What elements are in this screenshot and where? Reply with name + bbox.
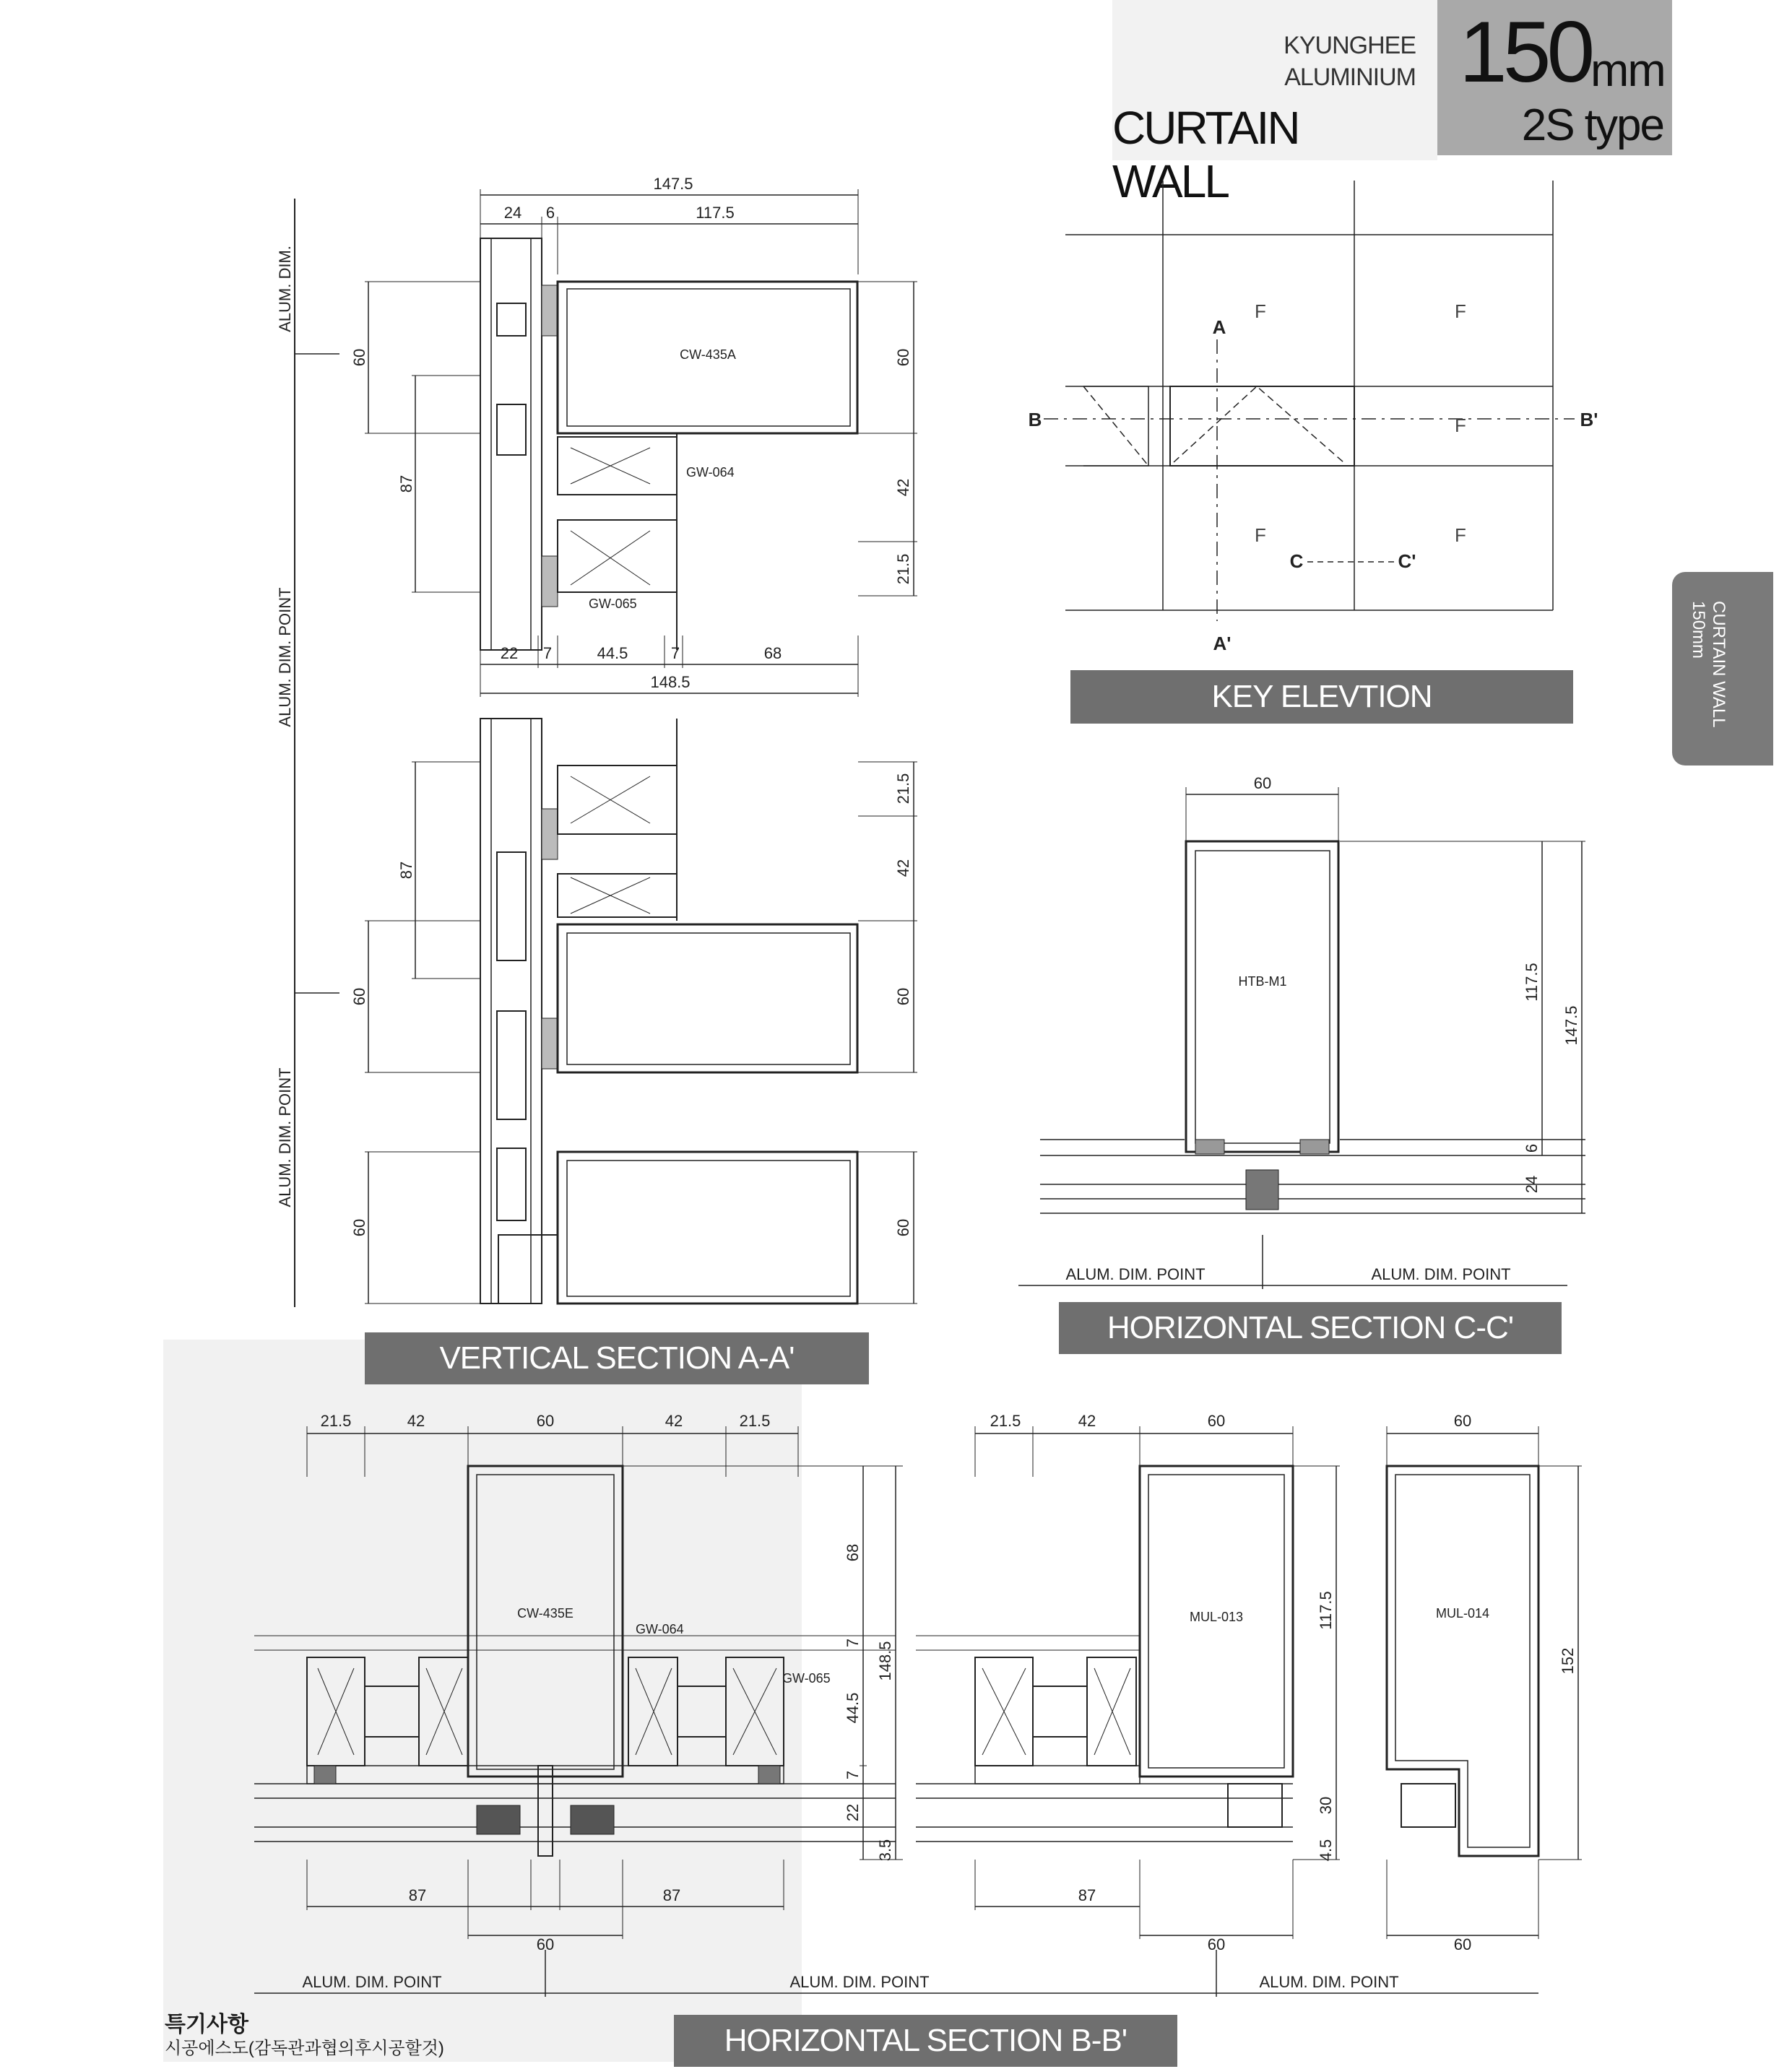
banner-horizontal-cc: HORIZONTAL SECTION C-C' xyxy=(1059,1302,1562,1354)
bb-l-dim-60: 60 xyxy=(536,1412,555,1430)
va-dim-low-87: 87 xyxy=(397,861,415,880)
va-dim-68: 68 xyxy=(763,644,782,662)
cc-dim-147-5: 147.5 xyxy=(1562,1005,1580,1046)
horizontal-section-c-c xyxy=(1018,774,1585,1289)
ke-mark-c-prime: C' xyxy=(1398,550,1416,572)
bb-m-dim-60: 60 xyxy=(1207,1412,1226,1430)
bb-m-dim-42: 42 xyxy=(1078,1412,1096,1430)
ke-mark-b-prime: B' xyxy=(1580,409,1598,430)
bb-axis-1: ALUM. DIM. POINT xyxy=(302,1973,442,1991)
cc-profile-htb-m1: HTB-M1 xyxy=(1238,974,1287,989)
bb-l-dim-42b: 42 xyxy=(665,1412,683,1430)
va-dim-22: 22 xyxy=(500,644,519,662)
brand-line-1: KYUNGHEE xyxy=(1284,32,1416,59)
va-dim-148-5: 148.5 xyxy=(650,673,691,691)
cc-axis-left: ALUM. DIM. POINT xyxy=(1065,1265,1206,1283)
va-dim-7a: 7 xyxy=(542,644,553,662)
ke-panel-f4: F xyxy=(1255,524,1266,546)
va-axis-label-1: ALUM. DIM. xyxy=(276,246,294,332)
bb-l-dim-87a: 87 xyxy=(408,1886,427,1904)
banner-key-elevation: KEY ELEVTION xyxy=(1070,670,1573,724)
va-dim-low-60b: 60 xyxy=(350,1218,368,1237)
va-dim-44-5: 44.5 xyxy=(597,644,628,662)
side-tab-line2: 150mm xyxy=(1689,601,1708,659)
key-elevation xyxy=(1029,181,1598,654)
ke-mark-a-prime: A' xyxy=(1213,633,1232,654)
banner-horizontal-bb: HORIZONTAL SECTION B-B' xyxy=(674,2015,1177,2067)
va-dim-low-r-21-5: 21.5 xyxy=(894,773,912,804)
bb-l-dim-3-5: 3.5 xyxy=(876,1839,894,1862)
va-dim-low-r-42: 42 xyxy=(894,859,912,877)
bb-l-dim-7a: 7 xyxy=(844,1638,862,1648)
bb-l-dim-21-5a: 21.5 xyxy=(320,1412,352,1430)
va-dim-left-87: 87 xyxy=(397,474,415,493)
side-tab-line1: CURTAIN WALL xyxy=(1709,601,1728,728)
va-dim-low-r-60a: 60 xyxy=(894,987,912,1006)
bb-l-dim-87b: 87 xyxy=(662,1886,681,1904)
bb-m-dim-4-5: 4.5 xyxy=(1317,1839,1335,1862)
product-title: CURTAIN WALL xyxy=(1112,102,1299,207)
bb-m-dim-117-5: 117.5 xyxy=(1317,1591,1335,1630)
bb-profile-gw-065: GW-065 xyxy=(782,1671,831,1686)
bb-r-dim-152: 152 xyxy=(1559,1647,1577,1675)
cc-dim-6: 6 xyxy=(1523,1143,1541,1153)
notes-body: 시공에스도(감독관과협의후시공할것) xyxy=(165,2039,444,2058)
bb-l-dim-42a: 42 xyxy=(407,1412,425,1430)
cc-dim-60: 60 xyxy=(1253,774,1272,792)
bb-m-dim-60b: 60 xyxy=(1207,1935,1226,1953)
notes-title: 특기사항 xyxy=(165,2013,248,2037)
size-unit: mm xyxy=(1590,44,1665,96)
cc-axis-right: ALUM. DIM. POINT xyxy=(1371,1265,1511,1283)
ke-panel-f2: F xyxy=(1455,300,1466,322)
va-dim-6: 6 xyxy=(545,204,555,222)
bb-l-dim-21-5b: 21.5 xyxy=(739,1412,771,1430)
va-dim-7b: 7 xyxy=(670,644,680,662)
va-axis-label-3: ALUM. DIM. POINT xyxy=(276,1067,294,1207)
bb-l-dim-60b: 60 xyxy=(536,1935,555,1953)
ke-panel-f1: F xyxy=(1255,300,1266,322)
bb-l-dim-7b: 7 xyxy=(844,1770,862,1780)
bb-m-dim-30: 30 xyxy=(1317,1796,1335,1815)
bb-axis-2: ALUM. DIM. POINT xyxy=(789,1973,930,1991)
brand-line-2: ALUMINIUM xyxy=(1284,64,1416,91)
bb-l-dim-68: 68 xyxy=(844,1543,862,1562)
va-dim-low-60a: 60 xyxy=(350,987,368,1006)
ke-panel-f5: F xyxy=(1455,524,1466,546)
va-dim-right-42: 42 xyxy=(894,478,912,497)
bb-m-dim-87: 87 xyxy=(1078,1886,1096,1904)
va-dim-left-60: 60 xyxy=(350,348,368,367)
bb-profile-gw-064: GW-064 xyxy=(636,1622,684,1636)
banner-vertical-section: VERTICAL SECTION A-A' xyxy=(365,1332,869,1384)
va-axis-label-2: ALUM. DIM. POINT xyxy=(276,587,294,727)
va-dim-low-r-60b: 60 xyxy=(894,1218,912,1237)
bb-r-dim-60: 60 xyxy=(1453,1412,1472,1430)
va-profile-gw-064: GW-064 xyxy=(686,465,735,480)
ke-mark-c: C xyxy=(1289,550,1304,572)
va-dim-right-60: 60 xyxy=(894,348,912,367)
ke-mark-b: B xyxy=(1028,409,1042,430)
bb-profile-mul-013: MUL-013 xyxy=(1189,1610,1244,1624)
ke-mark-a: A xyxy=(1212,316,1226,338)
va-profile-cw-435a: CW-435A xyxy=(680,347,736,362)
bb-profile-cw-435e: CW-435E xyxy=(517,1606,573,1621)
bb-l-dim-44-5: 44.5 xyxy=(844,1692,862,1724)
bb-l-dim-22: 22 xyxy=(844,1803,862,1822)
ke-panel-f3: F xyxy=(1455,415,1466,436)
bb-profile-mul-014: MUL-014 xyxy=(1435,1606,1490,1621)
va-profile-gw-065: GW-065 xyxy=(589,597,637,611)
bb-l-dim-148-5: 148.5 xyxy=(876,1641,894,1681)
va-dim-right-21-5: 21.5 xyxy=(894,553,912,585)
horizontal-section-b-b xyxy=(254,1412,1582,1997)
va-dim-117-5: 117.5 xyxy=(696,204,735,222)
va-dim-147-5: 147.5 xyxy=(653,175,693,193)
va-dim-24: 24 xyxy=(503,204,522,222)
size-number: 150 xyxy=(1459,4,1591,100)
bb-axis-3: ALUM. DIM. POINT xyxy=(1259,1973,1399,1991)
bb-m-dim-21-5: 21.5 xyxy=(990,1412,1021,1430)
vertical-section-a-a xyxy=(276,175,917,1307)
cc-dim-24: 24 xyxy=(1523,1175,1541,1194)
type-label: 2S type xyxy=(1521,100,1663,150)
bb-r-dim-60b: 60 xyxy=(1453,1935,1472,1953)
cc-dim-117-5: 117.5 xyxy=(1523,963,1541,1002)
